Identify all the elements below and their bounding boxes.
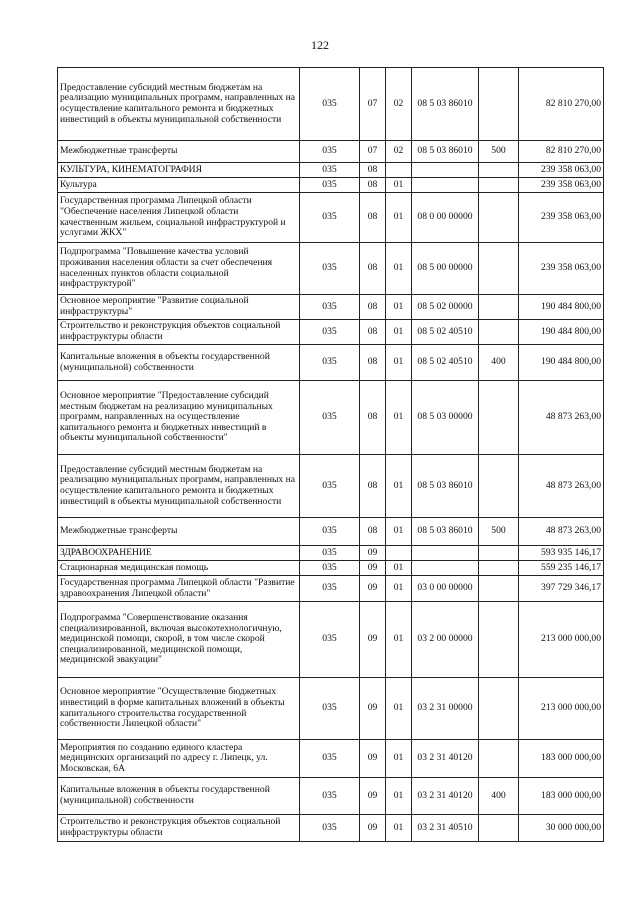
ministry-code-cell: 035 [300,576,360,602]
table-row [58,163,604,178]
section-code-cell: 09 [360,740,386,778]
page-number: 122 [311,38,329,52]
item-name-cell: Строительство и реконструкция объектов социальной инфраструктуры области [58,320,300,345]
item-name-cell: ЗДРАВООХРАНЕНИЕ [58,546,300,561]
item-name-cell: Мероприятия по созданию единого кластера медицинских организаций по адресу г. Липецк, ул. Московская, 6А [58,740,300,778]
target-article-code-cell: 08 5 02 40510 [412,345,479,381]
expense-type-code-cell [479,576,519,602]
target-article-code-cell: 08 5 00 00000 [412,243,479,295]
item-name-cell: Капитальные вложения в объекты государственной (муниципальной) собственности [58,778,300,815]
table-row [58,381,604,455]
ministry-code-cell: 035 [300,243,360,295]
amount-cell: 239 358 063,00 [519,243,604,295]
expense-type-code-cell [479,678,519,740]
item-name-cell: Основное мероприятие "Осуществление бюджетных инвестиций в форме капитальных вложений в объекты капитального строительства государственной собственности Липецкой области" [58,678,300,740]
amount-cell: 239 358 063,00 [519,178,604,193]
target-article-code-cell: 03 2 31 40120 [412,778,479,815]
ministry-code-cell: 035 [300,561,360,576]
section-code-cell: 08 [360,163,386,178]
section-code-cell: 08 [360,320,386,345]
expense-type-code-cell [479,740,519,778]
item-name-cell: Межбюджетные трансферты [58,141,300,163]
ministry-code-cell: 035 [300,141,360,163]
amount-cell: 82 810 270,00 [519,68,604,141]
amount-cell: 593 935 146,17 [519,546,604,561]
target-article-code-cell [412,163,479,178]
item-name-cell: КУЛЬТУРА, КИНЕМАТОГРАФИЯ [58,163,300,178]
target-article-code-cell: 03 2 00 00000 [412,602,479,678]
section-code-cell: 08 [360,455,386,518]
ministry-code-cell: 035 [300,455,360,518]
table-body [58,68,604,842]
ministry-code-cell: 035 [300,678,360,740]
amount-cell: 239 358 063,00 [519,163,604,178]
table-row [58,178,604,193]
item-name-cell: Подпрограмма "Совершенствование оказания специализированной, включая высокотехнологичную, медицинской помощи, скорой, в том числе скорой специализированной, медицинской помощи, медицинской эвакуации" [58,602,300,678]
target-article-code-cell: 03 2 31 40120 [412,740,479,778]
item-name-cell: Строительство и реконструкция объектов социальной инфраструктуры области [58,815,300,842]
subsection-code-cell [386,546,412,561]
subsection-code-cell: 01 [386,193,412,243]
amount-cell: 30 000 000,00 [519,815,604,842]
expense-type-code-cell: 400 [479,778,519,815]
subsection-code-cell: 01 [386,381,412,455]
ministry-code-cell: 035 [300,778,360,815]
section-code-cell: 07 [360,68,386,141]
table-row [58,455,604,518]
section-code-cell: 09 [360,576,386,602]
amount-cell: 397 729 346,17 [519,576,604,602]
target-article-code-cell: 08 5 02 00000 [412,295,479,320]
expense-type-code-cell: 500 [479,518,519,546]
expense-type-code-cell [479,295,519,320]
ministry-code-cell: 035 [300,193,360,243]
item-name-cell: Предоставление субсидий местным бюджетам на реализацию муниципальных программ, направленных на осуществление капитального ремонта и бюджетных инвестиций в объекты муниципальной собственности [58,68,300,141]
subsection-code-cell: 01 [386,455,412,518]
expense-type-code-cell [479,455,519,518]
amount-cell: 183 000 000,00 [519,740,604,778]
section-code-cell: 09 [360,546,386,561]
expense-type-code-cell [479,320,519,345]
amount-cell: 190 484 800,00 [519,295,604,320]
amount-cell: 213 000 000,00 [519,602,604,678]
target-article-code-cell: 08 5 02 40510 [412,320,479,345]
target-article-code-cell: 03 2 31 00000 [412,678,479,740]
amount-cell: 559 235 146,17 [519,561,604,576]
table-row [58,778,604,815]
subsection-code-cell [386,163,412,178]
expense-type-code-cell [479,193,519,243]
expense-type-code-cell [479,243,519,295]
subsection-code-cell: 01 [386,561,412,576]
section-code-cell: 07 [360,141,386,163]
section-code-cell: 08 [360,178,386,193]
subsection-code-cell: 01 [386,518,412,546]
subsection-code-cell: 01 [386,178,412,193]
ministry-code-cell: 035 [300,178,360,193]
item-name-cell: Стационарная медицинская помощь [58,561,300,576]
item-name-cell: Государственная программа Липецкой области "Обеспечение населения Липецкой области качественным жильем, социальной инфраструктурой и услугами ЖКХ" [58,193,300,243]
section-code-cell: 08 [360,381,386,455]
subsection-code-cell: 01 [386,778,412,815]
target-article-code-cell: 08 5 03 86010 [412,455,479,518]
amount-cell: 239 358 063,00 [519,193,604,243]
subsection-code-cell: 01 [386,243,412,295]
section-code-cell: 08 [360,295,386,320]
section-code-cell: 08 [360,193,386,243]
target-article-code-cell [412,561,479,576]
target-article-code-cell: 08 5 03 86010 [412,141,479,163]
target-article-code-cell [412,546,479,561]
target-article-code-cell: 08 5 03 00000 [412,381,479,455]
section-code-cell: 08 [360,345,386,381]
table-row [58,141,604,163]
section-code-cell: 09 [360,602,386,678]
subsection-code-cell: 01 [386,320,412,345]
subsection-code-cell: 02 [386,68,412,141]
ministry-code-cell: 035 [300,320,360,345]
subsection-code-cell: 01 [386,740,412,778]
subsection-code-cell: 01 [386,602,412,678]
expense-type-code-cell [479,68,519,141]
amount-cell: 190 484 800,00 [519,345,604,381]
ministry-code-cell: 035 [300,546,360,561]
amount-cell: 48 873 263,00 [519,455,604,518]
amount-cell: 190 484 800,00 [519,320,604,345]
ministry-code-cell: 035 [300,740,360,778]
table-row [58,320,604,345]
subsection-code-cell: 01 [386,576,412,602]
table-row [58,295,604,320]
table-row [58,518,604,546]
ministry-code-cell: 035 [300,381,360,455]
item-name-cell: Капитальные вложения в объекты государственной (муниципальной) собственности [58,345,300,381]
ministry-code-cell: 035 [300,815,360,842]
target-article-code-cell: 03 0 00 00000 [412,576,479,602]
table-row [58,815,604,842]
target-article-code-cell: 03 2 31 40510 [412,815,479,842]
item-name-cell: Подпрограмма "Повышение качества условий проживания населения области за счет обеспечения населенных пунктов области социальной инфраструктурой" [58,243,300,295]
target-article-code-cell: 08 0 00 00000 [412,193,479,243]
amount-cell: 48 873 263,00 [519,518,604,546]
subsection-code-cell: 01 [386,678,412,740]
expense-type-code-cell [479,561,519,576]
section-code-cell: 08 [360,518,386,546]
item-name-cell: Культура [58,178,300,193]
target-article-code-cell: 08 5 03 86010 [412,518,479,546]
table-row [58,68,604,141]
table-row [58,740,604,778]
item-name-cell: Предоставление субсидий местным бюджетам на реализацию муниципальных программ, направленных на осуществление капитального ремонта и бюджетных инвестиций в объекты муниципальной собственности [58,455,300,518]
expense-type-code-cell [479,178,519,193]
subsection-code-cell: 01 [386,295,412,320]
target-article-code-cell [412,178,479,193]
amount-cell: 183 000 000,00 [519,778,604,815]
table-row [58,576,604,602]
section-code-cell: 09 [360,778,386,815]
ministry-code-cell: 035 [300,602,360,678]
ministry-code-cell: 035 [300,345,360,381]
item-name-cell: Основное мероприятие "Предоставление субсидий местным бюджетам на реализацию муниципальных программ, направленных на осуществление капитального ремонта и бюджетных инвестиций в объекты муниципальной собственности" [58,381,300,455]
table-row [58,546,604,561]
budget-table [57,67,604,842]
table-row [58,345,604,381]
section-code-cell: 08 [360,243,386,295]
table-row [58,243,604,295]
subsection-code-cell: 01 [386,345,412,381]
expense-type-code-cell [479,381,519,455]
amount-cell: 48 873 263,00 [519,381,604,455]
table-row [58,561,604,576]
ministry-code-cell: 035 [300,295,360,320]
expense-type-code-cell [479,546,519,561]
expense-type-code-cell [479,163,519,178]
ministry-code-cell: 035 [300,518,360,546]
ministry-code-cell: 035 [300,163,360,178]
amount-cell: 82 810 270,00 [519,141,604,163]
expense-type-code-cell [479,815,519,842]
item-name-cell: Государственная программа Липецкой области "Развитие здравоохранения Липецкой области" [58,576,300,602]
expense-type-code-cell [479,602,519,678]
table-row [58,602,604,678]
subsection-code-cell: 01 [386,815,412,842]
expense-type-code-cell: 500 [479,141,519,163]
item-name-cell: Межбюджетные трансферты [58,518,300,546]
target-article-code-cell: 08 5 03 86010 [412,68,479,141]
item-name-cell: Основное мероприятие "Развитие социальной инфраструктуры" [58,295,300,320]
section-code-cell: 09 [360,678,386,740]
expense-type-code-cell: 400 [479,345,519,381]
amount-cell: 213 000 000,00 [519,678,604,740]
subsection-code-cell: 02 [386,141,412,163]
table-row [58,678,604,740]
table-row [58,193,604,243]
section-code-cell: 09 [360,815,386,842]
section-code-cell: 09 [360,561,386,576]
ministry-code-cell: 035 [300,68,360,141]
